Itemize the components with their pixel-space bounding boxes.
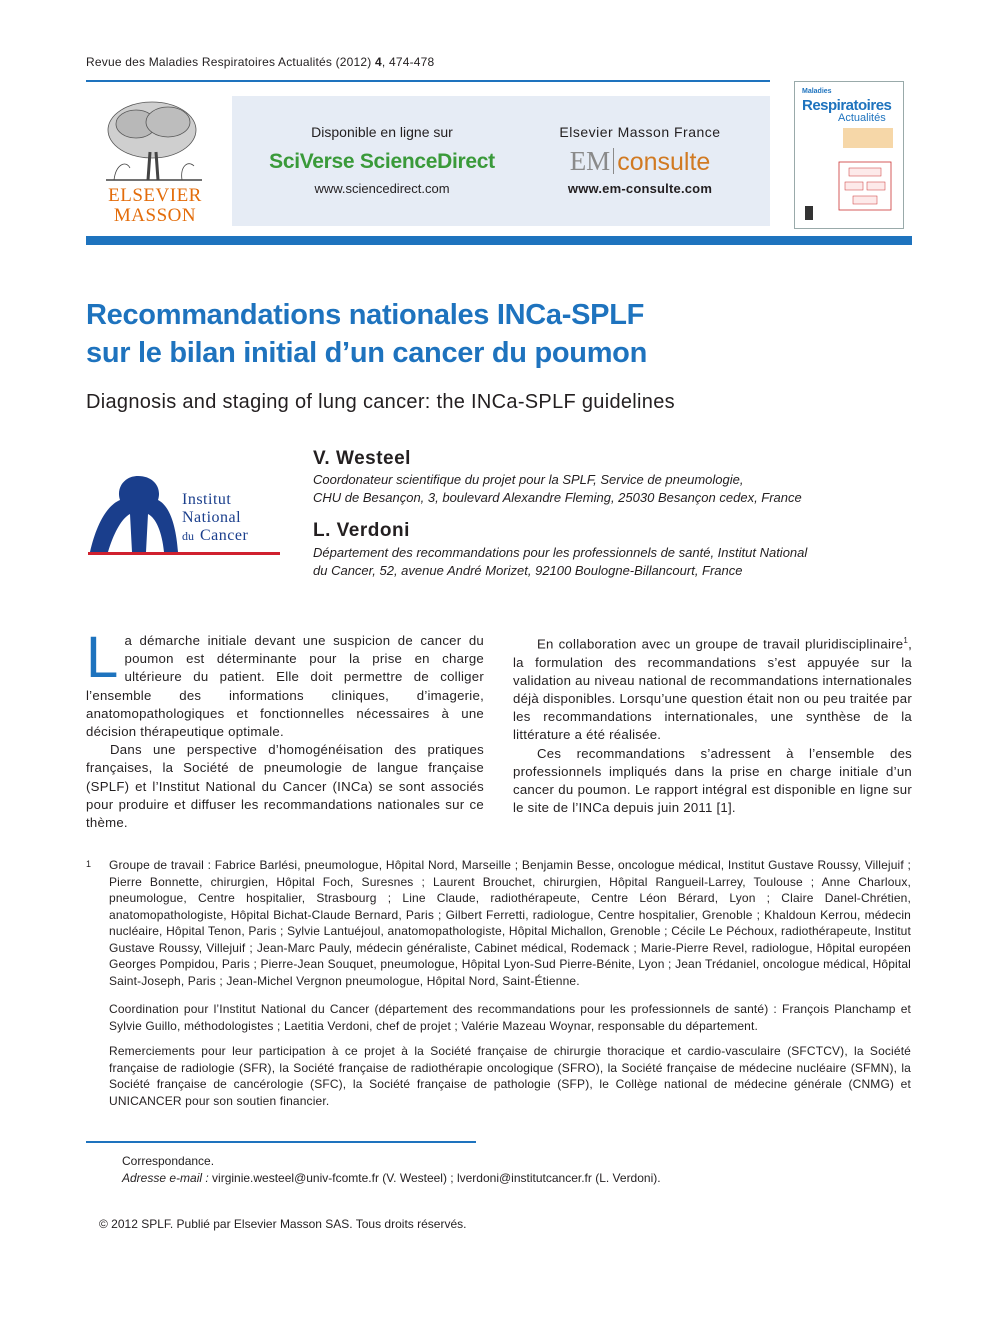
article-subtitle: Diagnosis and staging of lung cancer: the INCa-SPLF guidelines [86, 391, 675, 413]
inca-logo [86, 466, 282, 558]
body-paragraph: Dans une perspective d’homogénéisation des pratiques françaises, la Société de pneumologie de langue française (SPLF) et l’Institut National du Cancer (INCa) se sont associés pour produire et diffuser les recommandations nationales sur ce thème. [86, 742, 484, 831]
running-head [86, 55, 434, 69]
body-paragraph [513, 632, 912, 745]
cover-label-respiratoires: Respiratoires [802, 97, 892, 114]
article-title [86, 296, 906, 372]
footnote [109, 1043, 911, 1109]
page-range: , 474-478 [381, 55, 435, 69]
elsevier-wordmark [96, 186, 214, 226]
em-logo-consulte: consulte [617, 148, 711, 176]
footnote-ref[interactable]: 1 [903, 636, 909, 645]
em-consulte-url[interactable]: www.em-consulte.com [567, 181, 713, 196]
available-online-label: Disponible en ligne sur [311, 124, 453, 140]
inca-logo-du: du [182, 529, 194, 543]
author-affiliation [313, 471, 802, 507]
paragraph-text: , la formulation des recommandations s’est appuyée sur la validation au niveau national de recommandations internationales déjà disponibles. Lorsqu’une question était non ou peu traitée par les recommandations internationales, une synthèse de la littérature a été réalisée. [513, 636, 912, 743]
footnote-paragraph: Remerciements pour leur participation à ce projet à la Société française de chirurgie thoracique et cardio-vasculaire (SFCTCV), la Société française de radiologie (SFR), la Société française de radiothérapie oncologique (SFRO), la Société française de médecine nucléaire (SFMN), la Société française de cancérologie (SFC), la Société française de pathologie (SFP), le Collège national de médecine générale (CNMG) et UNICANCER pour son soutien financier. [109, 1044, 911, 1108]
header-rule [86, 80, 770, 82]
footnote-mark: 1 [86, 859, 92, 869]
author-name: V. Westeel [313, 448, 411, 469]
header-bar [86, 236, 912, 245]
footnote [109, 857, 911, 989]
author-name: L. Verdoni [313, 520, 410, 541]
affiliation-line: CHU de Besançon, 3, boulevard Alexandre Fleming, 25030 Besançon cedex, France [313, 490, 802, 505]
sciverse-logo[interactable]: SciVerse ScienceDirect [269, 150, 495, 173]
inca-logo-line2: National [182, 509, 242, 526]
title-line-1: Recommandations nationales INCa-SPLF [86, 299, 645, 331]
journal-name: Revue des Maladies Respiratoires Actualités (2012) [86, 55, 372, 69]
affiliation-line: du Cancer, 52, avenue André Morizet, 92100 Boulogne-Billancourt, France [313, 563, 743, 578]
footnote [109, 1001, 911, 1034]
em-publisher-label: Elsevier Masson France [559, 124, 721, 140]
body-paragraph: Ces recommandations s’adressent à l’ensemble des professionnels impliqués dans la prise en charge initiale d’un cancer du poumon. Le rapport intégral est disponible en ligne sur le site de l’INCa depuis juin 2011 [1]. [513, 745, 912, 816]
body-paragraph [86, 625, 484, 741]
inca-logo-cancer: Cancer [200, 527, 249, 544]
affiliation-line: Coordonateur scientifique du projet pour la SPLF, Service de pneumologie, [313, 472, 744, 487]
affiliation-line: Département des recommandations pour les professionnels de santé, Institut National [313, 545, 808, 560]
author-affiliation [313, 544, 807, 580]
volume: 4 [375, 55, 382, 69]
paragraph-text: En collaboration avec un groupe de travail pluridisciplinaire [537, 636, 904, 652]
title-line-2: sur le bilan initial d’un cancer du poumon [86, 337, 648, 369]
drop-cap: L [86, 625, 119, 690]
paragraph-text: a démarche initiale devant une suspicion de cancer du poumon est déterminante pour la prise en charge ultérieure du patient. Elle doit permettre de colliger l’ensemble des informations cliniques, d’imagerie, anatomopathologiques et fonctionnelles nécessaires à une décision thérapeutique optimale. [86, 633, 484, 740]
footnote-paragraph: Groupe de travail : Fabrice Barlési, pneumologue, Hôpital Nord, Marseille ; Benjamin Besse, oncologue médical, Institut Gustave Roussy, Villejuif ; Pierre Bonnette, chirurgien, Hôpital Foch, Suresnes ; Laurent Brouchet, chirurgien, Hôpital Rangueil-Larrey, Toulouse ; Anne Charloux, pneumologue, Centre hospitalier, Strasbourg ; Line Claude, radiothérapeute, Centre Léon Bérard, Lyon ; Claire Danel-Chrétien, anatomopathologiste, Hôpital Bichat-Claude Bernard, Paris ; Gilbert Ferretti, radiologue, Centre hospitalier, Grenoble ; Khaldoun Kerrou, médecin nucléaire, Hôpital Tenon, Paris ; Sylvie Lantuéjoul, anatomopathologiste, Hôpital Michallon, Grenoble ; Cécile Le Péchoux, radiothérapeute, Institut Gustave Roussy, Villejuif ; Jean-Marc Pauly, médecin généraliste, Cabinet médical, Rodemack ; Marie-Pierre Revel, radiologue, Hôpital européen Georges Pompidou, Paris ; Pierre-Jean Souquet, pneumologue, Hôpital Lyon-Sud Pierre-Bénite, Lyon ; Jean Trédaniel, oncologue médical, Hôpital Saint-Joseph, Paris ; Jean-Michel Vergnon pneumologue, Hôpital Nord, Saint-Étienne. [109, 858, 911, 988]
correspondence-label: Correspondance. [122, 1154, 215, 1168]
inca-logo-line1: Institut [182, 491, 232, 508]
email-addresses[interactable]: virginie.westeel@univ-fcomte.fr (V. Westeel) ; lverdoni@institutcancer.fr (L. Verdoni). [208, 1171, 661, 1185]
email-label: Adresse e-mail : [122, 1171, 209, 1185]
elsevier-label: ELSEVIER [108, 185, 202, 206]
cover-label-actualites: Actualités [838, 112, 886, 124]
masson-label: MASSON [113, 205, 197, 226]
em-logo-em: EM [569, 146, 611, 176]
body-column-left [86, 625, 484, 832]
footnote-separator [86, 1141, 476, 1143]
cover-label-maladies: Maladies [802, 88, 832, 95]
footnote-paragraph: Coordination pour l’Institut National du Cancer (département des recommandations pour les professionnels de santé) : François Planchamp et Sylvie Guillo, méthodologistes ; Laetitia Verdoni, chef de projet ; Valérie Mazeau Woynar, responsable du département. [109, 1002, 911, 1033]
em-consulte-logo[interactable] [540, 146, 740, 177]
sciencedirect-url[interactable]: www.sciencedirect.com [314, 181, 450, 196]
body-column-right [513, 632, 912, 817]
correspondence-emails [122, 1171, 661, 1185]
copyright-notice: © 2012 SPLF. Publié par Elsevier Masson SAS. Tous droits réservés. [99, 1217, 467, 1231]
